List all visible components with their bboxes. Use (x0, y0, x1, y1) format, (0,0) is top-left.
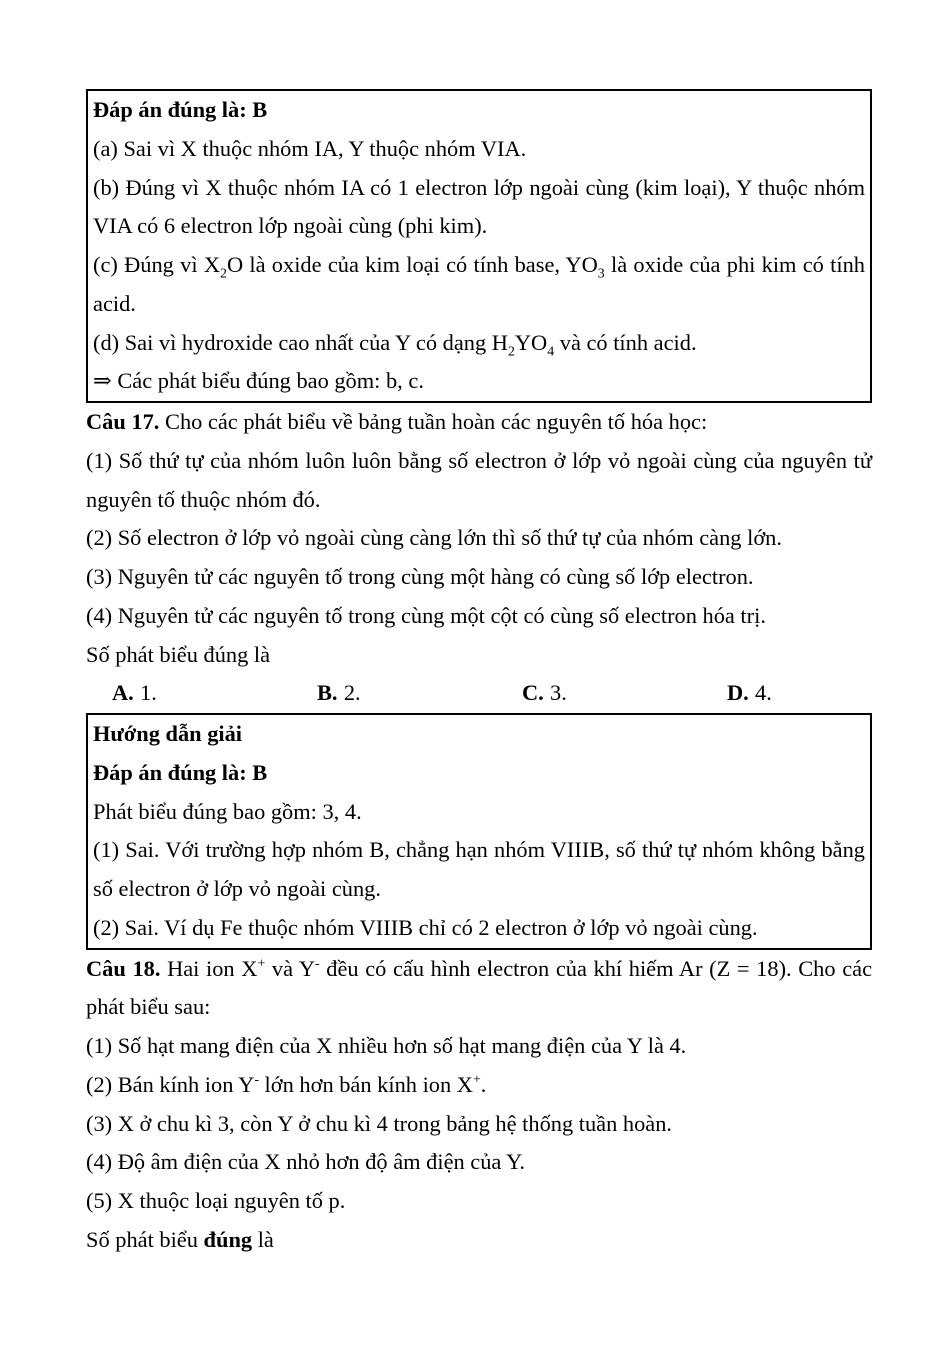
statement-2-evaluation: (2) Sai. Ví dụ Fe thuộc nhóm VIIIB chỉ có 2 electron ở lớp vỏ ngoài cùng. (93, 914, 758, 940)
option-d-value: 4. (755, 680, 772, 706)
question-18-statement-3: (3) X ở chu kì 3, còn Y ở chu kì 4 trong bảng hệ thống tuần hoàn. (86, 1110, 673, 1136)
question-17-statement-1: (1) Số thứ tự của nhóm luôn luôn bằng số electron ở lớp vỏ ngoài cùng của nguyên tử nguyên tố thuộc nhóm đó. (86, 447, 872, 512)
solution-heading: Hướng dẫn giải (93, 721, 243, 746)
option-a-letter: A. (112, 680, 134, 706)
question-18-statement-2: (2) Bán kính ion Y- lớn hơn bán kính ion X+. (86, 1071, 487, 1097)
option-b-letter: B. (317, 680, 338, 706)
statement-1-evaluation: (1) Sai. Với trường hợp nhóm B, chẳng hạn nhóm VIIIB, số thứ tự nhóm không bằng số electron ở lớp vỏ ngoài cùng. (93, 837, 865, 901)
correct-statements-line: Phát biểu đúng bao gồm: 3, 4. (93, 798, 362, 824)
option-a (112, 674, 317, 713)
solution-box-previous-question (86, 89, 872, 403)
option-d-letter: D. (727, 680, 749, 706)
question-18-statement-1: (1) Số hạt mang điện của X nhiều hơn số hạt mang điện của Y là 4. (86, 1033, 687, 1058)
statement-a-evaluation: (a) Sai vì X thuộc nhóm IA, Y thuộc nhóm VIA. (93, 135, 527, 161)
question-17-statement-2: (2) Số electron ở lớp vỏ ngoài cùng càng lớn thì số thứ tự của nhóm càng lớn. (86, 525, 782, 551)
question-18-statement-5: (5) X thuộc loại nguyên tố p. (86, 1188, 346, 1213)
answer-verdict: Đáp án đúng là: B (93, 97, 268, 122)
statement-d-evaluation: (d) Sai vì hydroxide cao nhất của Y có dạng $H_2YO_4$ và có tính acid. (93, 329, 697, 359)
option-d (727, 674, 872, 713)
question-17-stem: Câu 17. Cho các phát biểu về bảng tuần hoàn các nguyên tố hóa học: (86, 409, 708, 434)
question-17-options (86, 674, 872, 713)
question-18-stem: Câu 18. Hai ion X+ và Y- đều có cấu hình electron của khí hiếm Ar (Z = 18). Cho các phát biểu sau: (86, 955, 873, 1020)
answer-verdict: Đáp án đúng là: B (93, 759, 268, 785)
statement-b-evaluation: (b) Đúng vì X thuộc nhóm IA có 1 electron lớp ngoài cùng (kim loại), Y thuộc nhóm VIA có 6 electron lớp ngoài cùng (phi kim). (93, 174, 865, 239)
option-c-value: 3. (550, 680, 567, 706)
question-18-statement-4: (4) Độ âm điện của X nhỏ hơn độ âm điện của Y. (86, 1149, 526, 1175)
question-17-statement-3: (3) Nguyên tử các nguyên tố trong cùng một hàng có cùng số lớp electron. (86, 564, 754, 589)
option-a-value: 1. (140, 680, 157, 706)
question-17-statement-4: (4) Nguyên tử các nguyên tố trong cùng một cột có cùng số electron hóa trị. (86, 602, 766, 628)
question-18-prompt: Số phát biểu đúng là (86, 1226, 274, 1252)
statement-c-evaluation: (c) Đúng vì $X_2O$ là oxide của kim loại có tính base, $YO_3$ là oxide của phi kim có tính acid. (93, 252, 865, 316)
solution-box-question-17 (86, 713, 872, 950)
option-c-letter: C. (522, 680, 544, 706)
option-c (522, 674, 727, 713)
conclusion-line: ⇒ Các phát biểu đúng bao gồm: b, c. (93, 368, 424, 394)
question-17-prompt: Số phát biểu đúng là (86, 641, 271, 667)
option-b (317, 674, 522, 713)
option-b-value: 2. (343, 680, 361, 706)
